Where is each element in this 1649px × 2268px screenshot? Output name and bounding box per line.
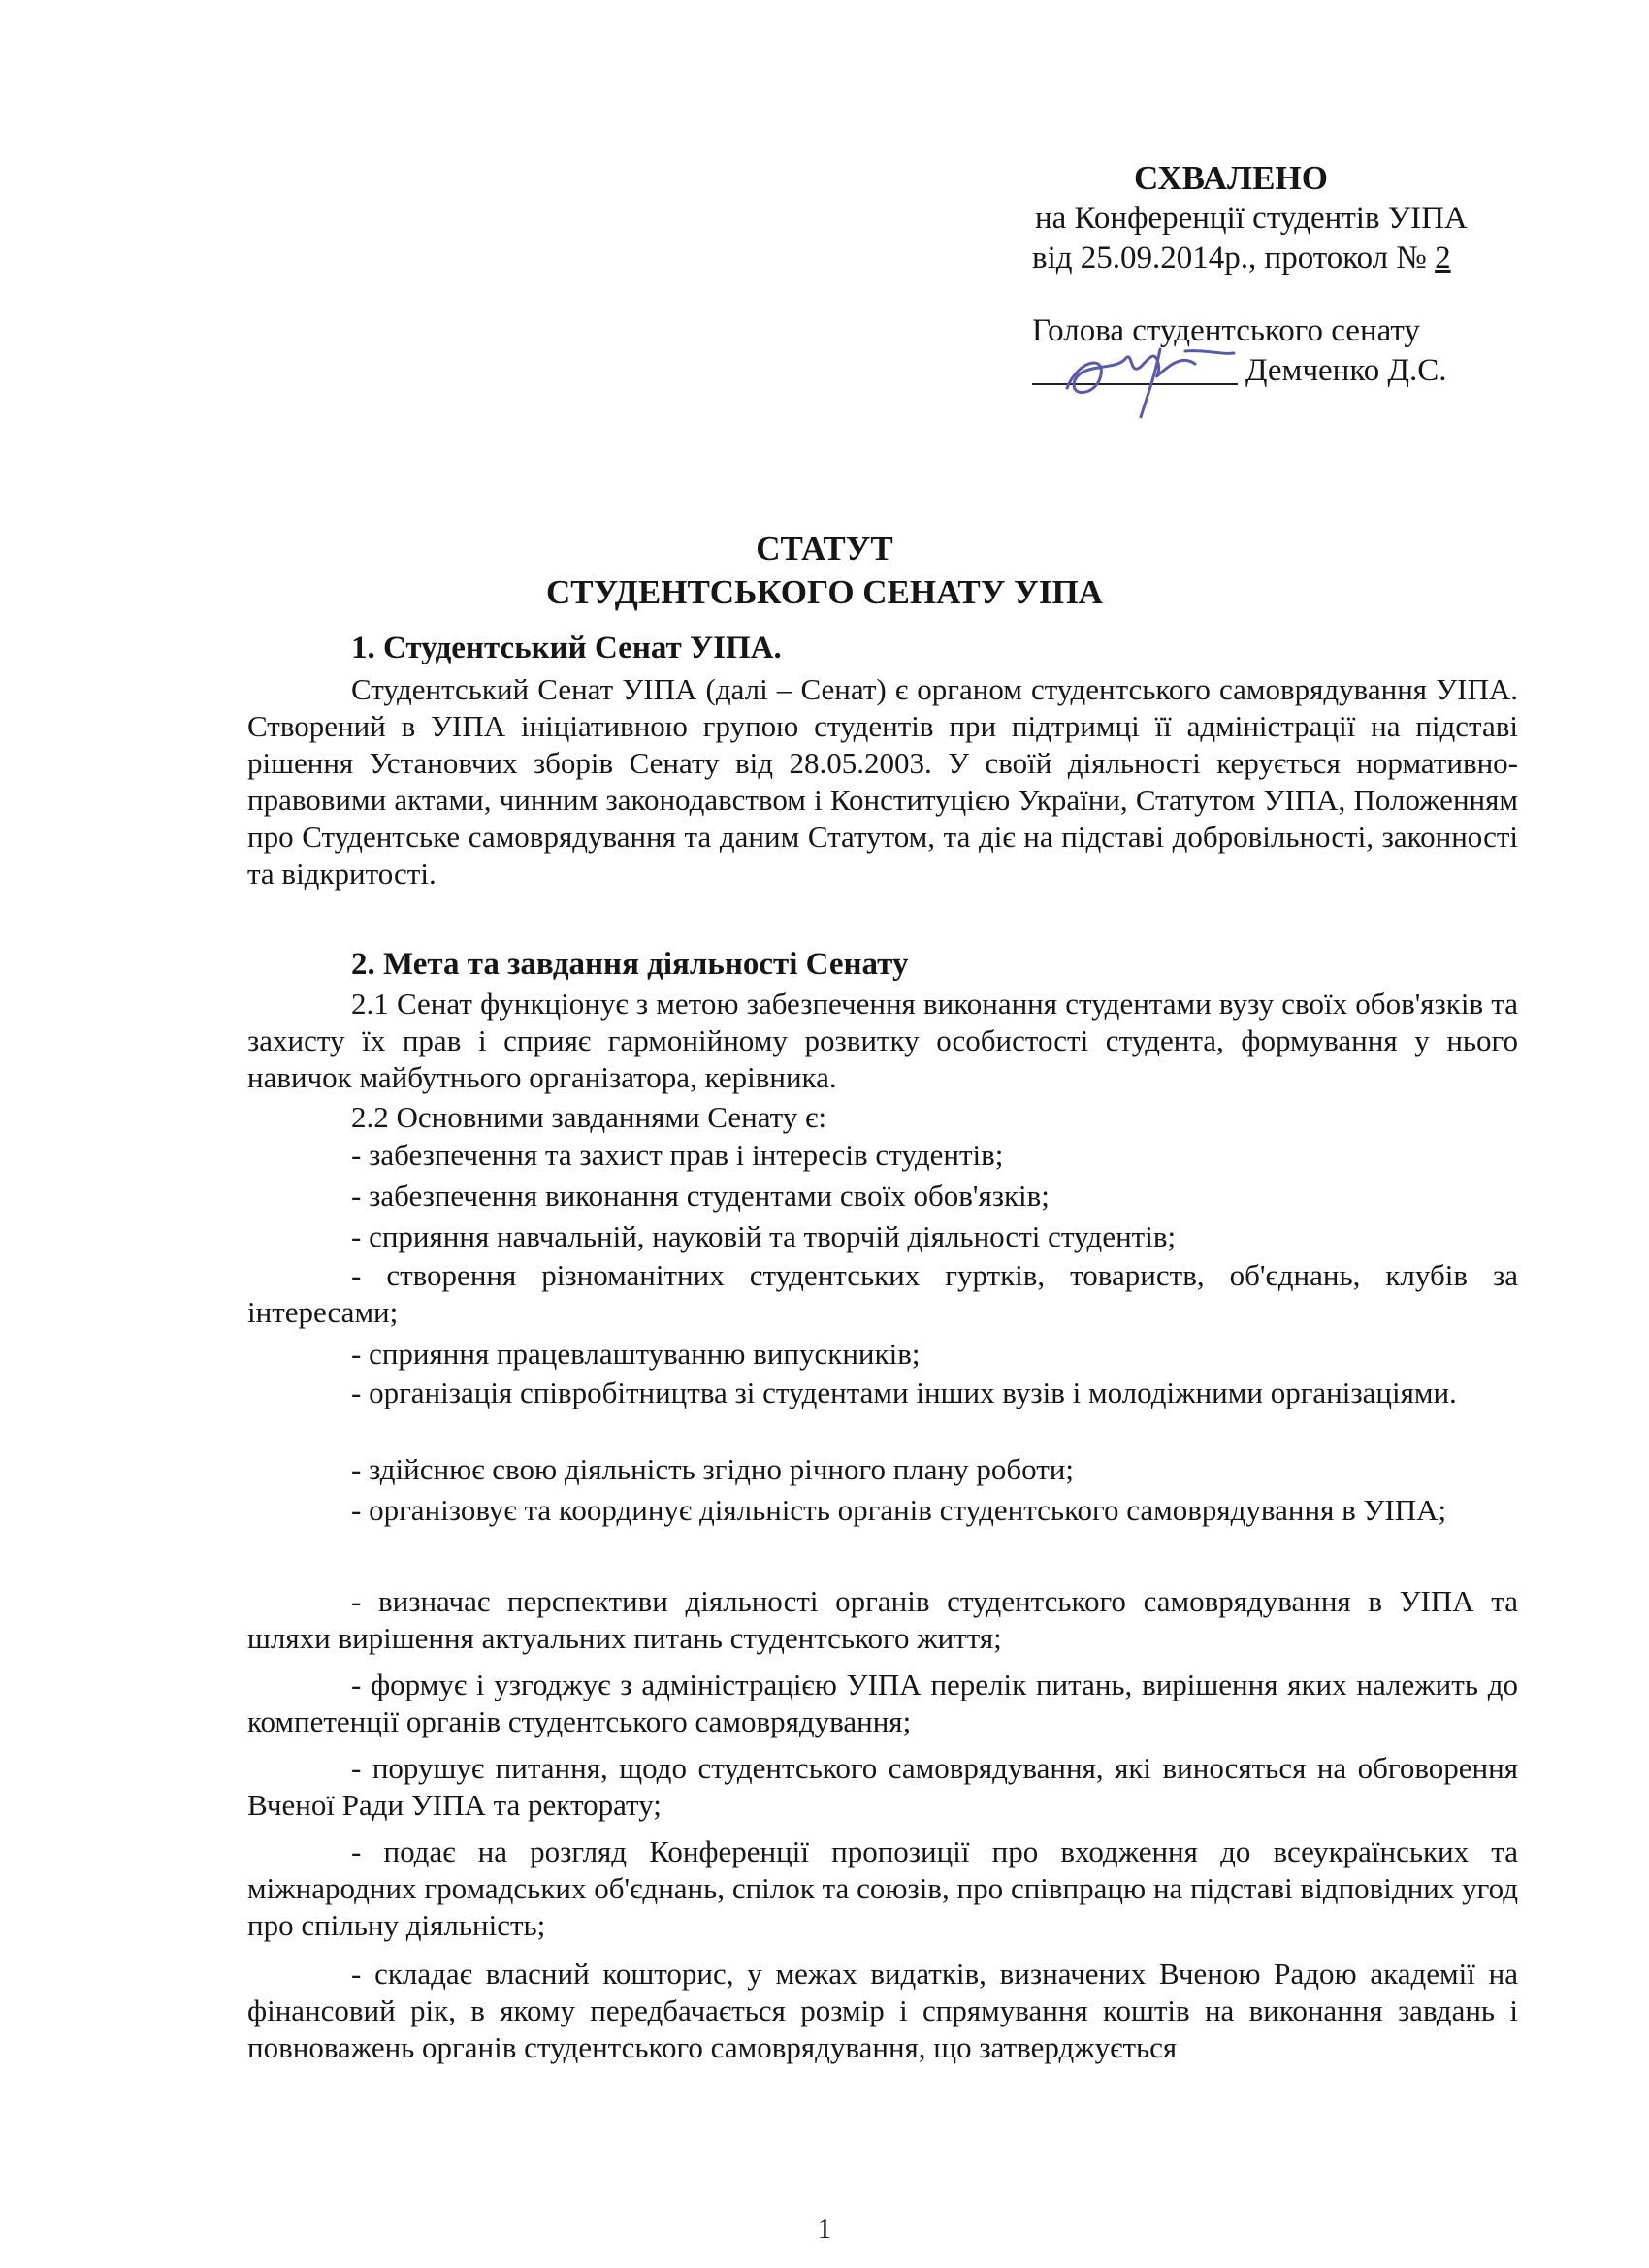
- section-2-paragraph-2: 2.2 Основними завданнями Сенату є:: [351, 1100, 826, 1134]
- list-item: - визначає перспективи діяльності органів студентського самоврядування в УІПА та шляхи вирішення актуальних питань студентського життя;: [247, 1584, 1518, 1655]
- list-item: - забезпечення виконання студентами своїх обов'язків;: [351, 1179, 1050, 1213]
- senate-head-name: Демченко Д.С.: [1245, 353, 1447, 388]
- list-item: - організація співробітництва зі студентами інших вузів і молодіжними організаціями.: [351, 1376, 1457, 1409]
- section-2-paragraph-1: 2.1 Сенат функціонує з метою забезпечення виконання студентами вузу своїх обов'язків та захисту їх прав і сприяє гармонійному розвитку особистості студента, формування у нього навичок майбутнього організатора, керівника.: [247, 987, 1518, 1094]
- list-item: - організовує та координує діяльність органів студентського самоврядування в УІПА;: [351, 1493, 1447, 1527]
- section-1-text: Студентський Сенат УІПА (далі – Сенат) є органом студентського самоврядування УІПА. Створений в УІПА ініціативною групою студентів при підтримці її адміністрації на підставі рішення Установчих зборів Сенату від 28.05.2003. У своїй діяльності керується нормативно-правовими актами, чинним законодавством і Конституцією України, Статутом УІПА, Положенням про Студентське самоврядування та даним Статутом, та діє на підставі добровільності, законності та відкритості.: [247, 672, 1518, 891]
- section-1-heading: 1. Студентський Сенат УІПА.: [351, 631, 782, 665]
- page-number: 1: [818, 2215, 831, 2245]
- approval-date-line: [1032, 239, 1451, 278]
- handwritten-signature: [1040, 320, 1253, 427]
- approval-conference-line: на Конференції студентів УІПА: [1035, 201, 1468, 236]
- senate-head-title: Голова студентського сенату: [1032, 313, 1420, 348]
- list-item: - складає власний кошторис, у межах видатків, визначених Вченою Радою академії на фінансовий рік, в якому передбачається розмір і спрямування коштів на виконання завдань і повноважень органів студентського самоврядування, що затверджується: [247, 1957, 1518, 2064]
- approval-heading: СХВАЛЕНО: [1134, 159, 1328, 197]
- list-item: - створення різноманітних студентських гуртків, товариств, об'єднань, клубів за інтересами;: [247, 1258, 1518, 1329]
- list-item: - подає на розгляд Конференції пропозиції про входження до всеукраїнських та міжнародних громадських об'єднань, спілок та союзів, про співпрацю на підставі відповідних угод про спільну діяльність;: [247, 1834, 1518, 1942]
- section-2-heading: 2. Мета та завдання діяльності Сенату: [351, 947, 909, 982]
- protocol-number: 2: [1435, 241, 1451, 275]
- list-item: - забезпечення та захист прав і інтересів студентів;: [351, 1138, 1004, 1172]
- document-subtitle: СТУДЕНТСЬКОГО СЕНАТУ УІПА: [546, 573, 1103, 611]
- list-item: - порушує питання, щодо студентського самоврядування, які виносяться на обговорення Вченої Ради УІПА та ректорату;: [247, 1751, 1518, 1822]
- list-item: - сприяння працевлаштуванню випускників;: [351, 1337, 921, 1371]
- approval-date-text: від 25.09.2014р., протокол №: [1032, 241, 1436, 275]
- list-item: - здійснює свою діяльність згідно річного плану роботи;: [351, 1452, 1074, 1486]
- list-item: - формує і узгоджує з адміністрацією УІПА перелік питань, вирішення яких належить до компетенції органів студентського самоврядування;: [247, 1668, 1518, 1738]
- document-title: СТАТУТ: [756, 530, 893, 567]
- list-item: - сприяння навчальній, науковій та творчій діяльності студентів;: [351, 1219, 1177, 1253]
